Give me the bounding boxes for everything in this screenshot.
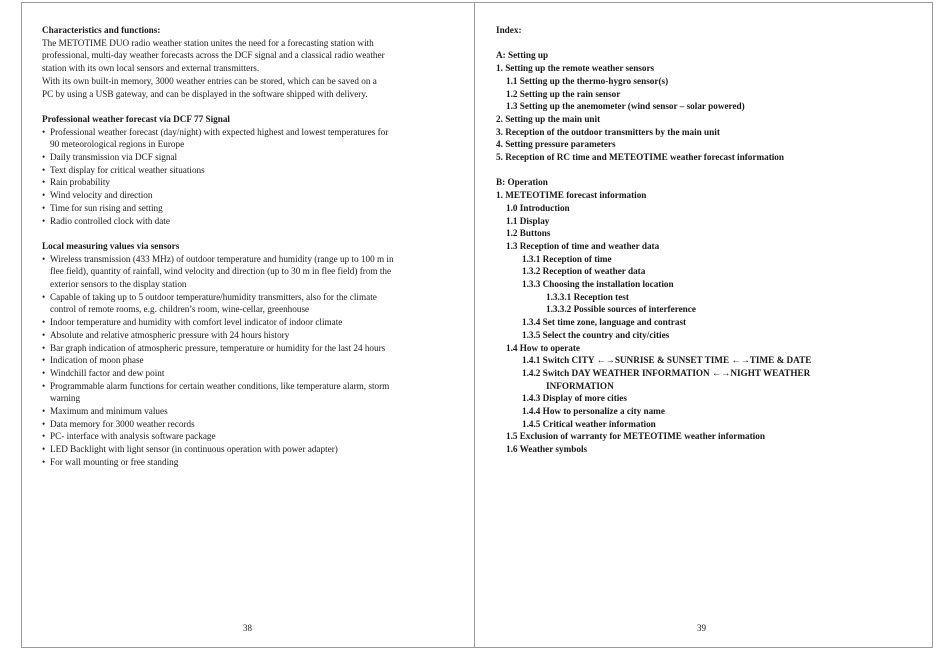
page-number-right: 39 (697, 623, 706, 633)
forecast-item (42, 176, 452, 189)
forecast-item-line: • Radio controlled clock with date (50, 215, 170, 226)
page-number-left: 38 (243, 623, 252, 633)
local-item (42, 354, 452, 367)
index-entry: 1.3.3.1 Reception test (546, 291, 629, 302)
index-entry: 1.4.5 Critical weather information (522, 418, 656, 429)
forecast-item-line: 90 meteorological regions in Europe (50, 139, 185, 150)
local-item (42, 329, 452, 342)
local-item (42, 418, 452, 431)
local-item-line: • LED Backlight with light sensor (in continuous operation with power adapter) (50, 444, 338, 455)
section-a-list (496, 62, 916, 164)
forecast-feature-list (42, 126, 452, 228)
forecast-item (42, 126, 452, 151)
index-entry: 5. Reception of RC time and METEOTIME weather forecast information (496, 152, 785, 163)
index-entry: 1.4.4 How to personalize a city name (522, 406, 665, 417)
local-item-line: • Capable of taking up to 5 outdoor temperature/humidity transmitters, also for the climate (50, 291, 377, 302)
index-entry: 1.2 Setting up the rain sensor (506, 88, 621, 99)
index-entry: 1.0 Introduction (506, 202, 570, 213)
local-item (42, 380, 452, 405)
intro-paragraph (42, 37, 452, 101)
index-entry: 1.5 Exclusion of warranty for METEOTIME weather information (506, 431, 765, 442)
local-item (42, 291, 452, 316)
index-entry: INFORMATION (546, 380, 614, 391)
index-entry: 1.3.4 Set time zone, language and contrast (522, 317, 687, 328)
index-entry: 1.4.3 Display of more cities (522, 393, 627, 404)
local-item-line: • For wall mounting or free standing (50, 456, 179, 467)
section-b-list (496, 189, 916, 456)
index-entry: 1.6 Weather symbols (506, 444, 588, 455)
intro-line: With its own built-in memory, 3000 weather entries can be stored, which can be saved on a (42, 75, 377, 86)
index-title: Index: (496, 25, 522, 35)
index-entry: 1. METEOTIME forecast information (496, 190, 647, 201)
local-item (42, 456, 452, 469)
local-item-line: • Maximum and minimum values (50, 406, 168, 417)
intro-line: PC by using a USB gateway, and can be displayed in the software shipped with delivery. (42, 88, 368, 99)
local-item-line: • Bar graph indication of atmospheric pressure, temperature or humidity for the last 24 hours (50, 342, 386, 353)
index-entry: 1.1 Display (506, 215, 550, 226)
local-item-line: exterior sensors to the display station (50, 279, 187, 290)
local-item-line: control of remote rooms, e.g. children’s room, wine-cellar, greenhouse (50, 304, 310, 315)
index-entry: 1. Setting up the remote weather sensors (496, 63, 655, 74)
forecast-item (42, 151, 452, 164)
local-item (42, 405, 452, 418)
local-item (42, 430, 452, 443)
index-entry: 2. Setting up the main unit (496, 113, 601, 124)
index-entry: 1.3.5 Select the country and city/cities (522, 329, 670, 340)
local-item-line: flee field), quantity of rainfall, wind velocity and direction (up to 30 m in flee field) from the (50, 266, 392, 277)
index-entry: 1.2 Buttons (506, 228, 551, 239)
intro-line: The METOTIME DUO radio weather station unites the need for a forecasting station with (42, 37, 374, 48)
intro-line: station with its own local sensors and external transmitters. (42, 63, 260, 74)
forecast-heading: Professional weather forecast via DCF 77 Signal (42, 113, 230, 124)
local-item-line: • Indication of moon phase (50, 355, 144, 366)
local-item-line: • Data memory for 3000 weather records (50, 418, 195, 429)
index-entry: 1.4.2 Switch DAY WEATHER INFORMATION ←→NIGHT WEATHER (522, 367, 811, 378)
local-item-line: • Windchill factor and dew point (50, 367, 165, 378)
index-entry: 1.3 Reception of time and weather data (506, 240, 660, 251)
forecast-item (42, 164, 452, 177)
index-entry: 1.4 How to operate (506, 342, 580, 353)
local-item-line: warning (50, 393, 81, 404)
characteristics-heading: Characteristics and functions: (42, 25, 161, 35)
local-item (42, 367, 452, 380)
local-item-line: • PC- interface with analysis software package (50, 431, 216, 442)
local-feature-list (42, 253, 452, 469)
forecast-item (42, 189, 452, 202)
index-entry: 1.4.1 Switch CITY ←→SUNRISE & SUNSET TIME ←→TIME & DATE (522, 355, 812, 366)
index-entry: 1.3.3.2 Possible sources of interference (546, 304, 696, 315)
index-entry: 1.3.1 Reception of time (522, 253, 612, 264)
forecast-item-line: • Daily transmission via DCF signal (50, 152, 178, 163)
index-entry: 1.3.2 Reception of weather data (522, 266, 646, 277)
local-item (42, 342, 452, 355)
page-divider (474, 2, 475, 648)
forecast-item-line: • Professional weather forecast (day/night) with expected highest and lowest temperatures for (50, 126, 389, 137)
forecast-item-line: • Time for sun rising and setting (50, 202, 163, 213)
index-entry: 1.3.3 Choosing the installation location (522, 279, 674, 290)
index-entry: 3. Reception of the outdoor transmitters by the main unit (496, 126, 720, 137)
section-b-heading: B: Operation (496, 177, 548, 188)
local-item (42, 253, 452, 291)
forecast-item (42, 202, 452, 215)
section-a-heading: A: Setting up (496, 50, 549, 61)
local-item (42, 316, 452, 329)
forecast-item-line: • Text display for critical weather situations (50, 164, 205, 175)
forecast-item-line: • Wind velocity and direction (50, 190, 153, 201)
index-entry: 1.3 Setting up the anemometer (wind sensor – solar powered) (506, 101, 745, 112)
local-values-heading: Local measuring values via sensors (42, 240, 180, 251)
left-page (42, 24, 452, 469)
forecast-item-line: • Rain probability (50, 177, 110, 188)
index-entry: 1.1 Setting up the thermo-hygro sensor(s) (506, 75, 669, 86)
local-item-line: • Absolute and relative atmospheric pressure with 24 hours history (50, 329, 290, 340)
index-entry: 4. Setting pressure parameters (496, 139, 616, 150)
local-item (42, 443, 452, 456)
forecast-item (42, 215, 452, 228)
local-item-line: • Wireless transmission (433 MHz) of outdoor temperature and humidity (range up to 100 m in (50, 253, 394, 264)
intro-line: professional, multi-day weather forecasts across the DCF signal and a classical radio weather (42, 50, 385, 61)
right-page (496, 24, 916, 456)
local-item-line: • Programmable alarm functions for certain weather conditions, like temperature alarm, storm (50, 380, 390, 391)
local-item-line: • Indoor temperature and humidity with comfort level indicator of indoor climate (50, 317, 343, 328)
